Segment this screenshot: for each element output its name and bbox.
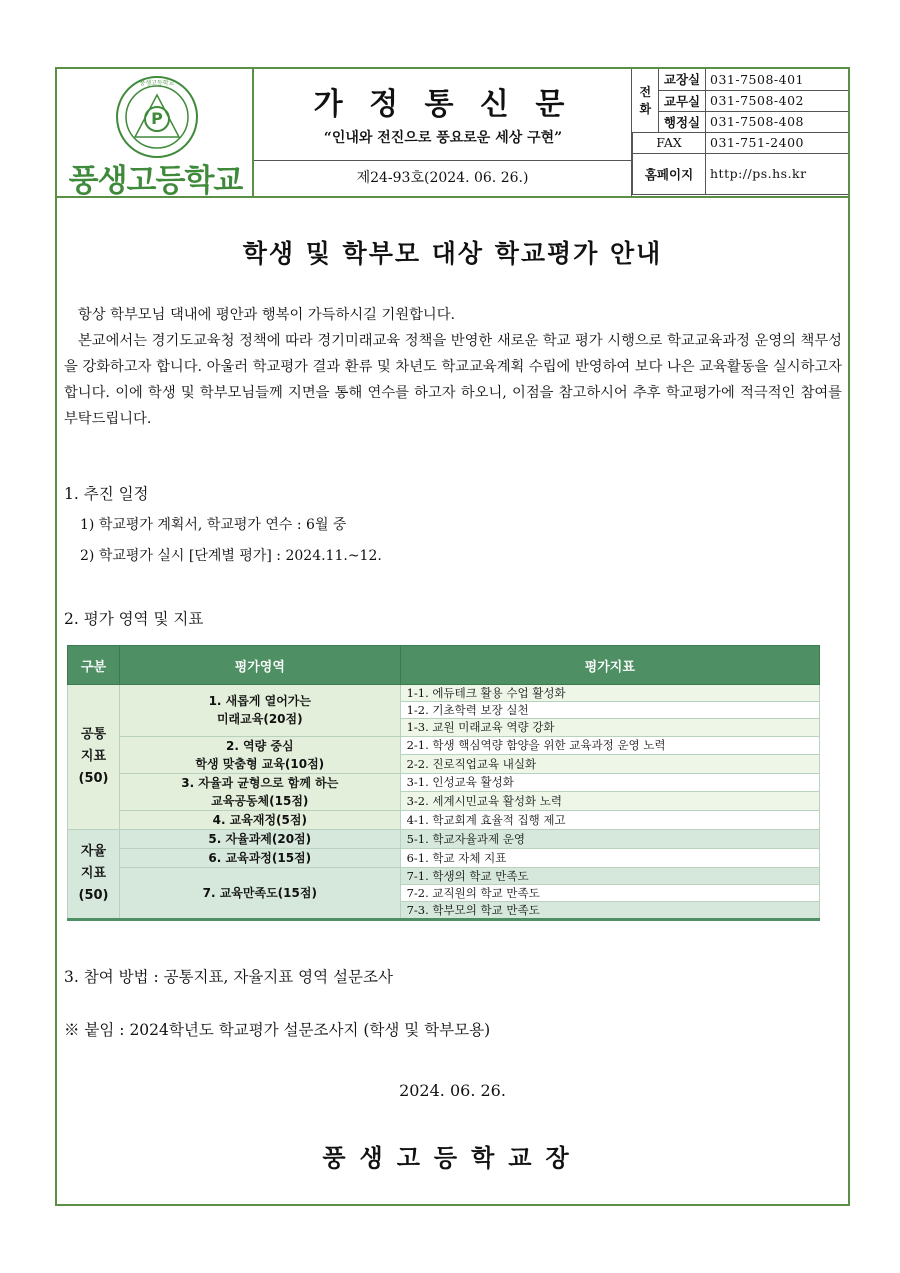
indicator-cell: 5-1. 학교자율과제 운영: [400, 829, 819, 848]
area-cell: 4. 교육재정(5점): [119, 810, 400, 829]
indicator-cell: 1-1. 에듀테크 활용 수업 활성화: [400, 685, 819, 702]
area-cell: 2. 역량 중심 학생 맞춤형 교육(10점): [119, 736, 400, 773]
contact-label: 교무실: [659, 90, 706, 111]
school-emblem-icon: [115, 75, 199, 159]
evaluation-table: [67, 645, 820, 921]
group-common: 공통 지표 (50): [68, 685, 120, 830]
schedule-item: 2) 학교평가 실시 [단계별 평가] : 2024.11.~12.: [80, 548, 382, 564]
attachment-note: ※ 붙임 : 2024학년도 학교평가 설문조사지 (학생 및 학부모용): [64, 1021, 491, 1039]
principal-signature: 풍생고등학교장: [322, 1144, 583, 1172]
newsletter-title: 가 정 통 신 문: [313, 87, 573, 122]
column-header: 평가영역: [119, 646, 400, 685]
fax-label: FAX: [633, 132, 706, 153]
schedule-item: 1) 학교평가 계획서, 학교평가 연수 : 6월 중: [80, 517, 347, 533]
indicator-cell: 6-1. 학교 자체 지표: [400, 848, 819, 867]
issue-date: 2024. 06. 26.: [399, 1081, 506, 1100]
fax-value: 031-751-2400: [706, 132, 849, 153]
school-motto: “인내와 전진으로 풍요로운 세상 구현”: [323, 130, 563, 146]
group-autonomous: 자율 지표 (50): [68, 829, 120, 919]
indicator-cell: 3-1. 인성교육 활성화: [400, 773, 819, 792]
greeting-paragraph: 항상 학부모님 댁내에 평안과 행복이 가득하시길 기원합니다.: [78, 307, 456, 323]
school-name: 풍생고등학교: [68, 163, 243, 199]
indicator-cell: 4-1. 학교회계 효율적 집행 제고: [400, 810, 819, 829]
document-title: 학생 및 학부모 대상 학교평가 안내: [242, 239, 663, 268]
section-2-title: 2. 평가 영역 및 지표: [64, 610, 204, 628]
contact-table: [632, 69, 848, 196]
document-frame: [55, 67, 850, 1206]
indicator-cell: 1-3. 교원 미래교육 역량 강화: [400, 719, 819, 736]
body-paragraph: 본교에서는 경기도교육청 정책에 따라 경기미래교육 정책을 반영한 새로운 학교 평가 시행으로 학교교육과정 운영의 책무성을 강화하고자 합니다. 아울러 학교평가 결과 환류 및 차년도 학교교육계획 수립에 반영하여 보다 나은 교육활동을 실시하고자 합니다. 이에 학생 및 학부모님들께 지면을 통해 연수를 하고자 하오니, 이점을 참고하시어 추후 학교평가에 적극적인 참여를 부탁드립니다.: [64, 333, 842, 427]
indicator-cell: 1-2. 기초학력 보장 실천: [400, 702, 819, 719]
indicator-cell: 7-1. 학생의 학교 만족도: [400, 867, 819, 884]
area-cell: 5. 자율과제(20점): [119, 829, 400, 848]
contact-value: 031-7508-401: [706, 69, 849, 90]
section-1-title: 1. 추진 일정: [64, 485, 149, 503]
contact-label: 교장실: [659, 69, 706, 90]
indicator-cell: 3-2. 세계시민교육 활성화 노력: [400, 792, 819, 811]
title-block: [254, 69, 632, 161]
contact-value: 031-7508-408: [706, 111, 849, 132]
contact-label: 행정실: [659, 111, 706, 132]
letter-header: [57, 69, 848, 198]
indicator-cell: 7-2. 교직원의 학교 만족도: [400, 884, 819, 901]
svg-text:P: P: [151, 109, 163, 128]
homepage-label: 홈페이지: [633, 153, 706, 194]
area-cell: 3. 자율과 균형으로 함께 하는 교육공동체(15점): [119, 773, 400, 810]
logo-block: [57, 69, 254, 199]
contact-value: 031-7508-402: [706, 90, 849, 111]
area-cell: 6. 교육과정(15점): [119, 848, 400, 867]
column-header: 구분: [68, 646, 120, 685]
phone-label: 전화: [633, 69, 659, 132]
indicator-cell: 2-1. 학생 핵심역량 함양을 위한 교육과정 운영 노력: [400, 736, 819, 755]
area-cell: 7. 교육만족도(15점): [119, 867, 400, 919]
homepage-link[interactable]: http://ps.hs.kr: [706, 153, 849, 194]
indicator-cell: 7-3. 학부모의 학교 만족도: [400, 901, 819, 919]
section-3-participation: 3. 참여 방법 : 공통지표, 자율지표 영역 설문조사: [64, 968, 393, 986]
area-cell: 1. 새롭게 열어가는 미래교육(20점): [119, 685, 400, 737]
svg-text:풍생고등학교: 풍생고등학교: [139, 80, 175, 87]
column-header: 평가지표: [400, 646, 819, 685]
issue-number: 제24-93호(2024. 06. 26.): [254, 161, 632, 196]
indicator-cell: 2-2. 진로직업교육 내실화: [400, 755, 819, 774]
